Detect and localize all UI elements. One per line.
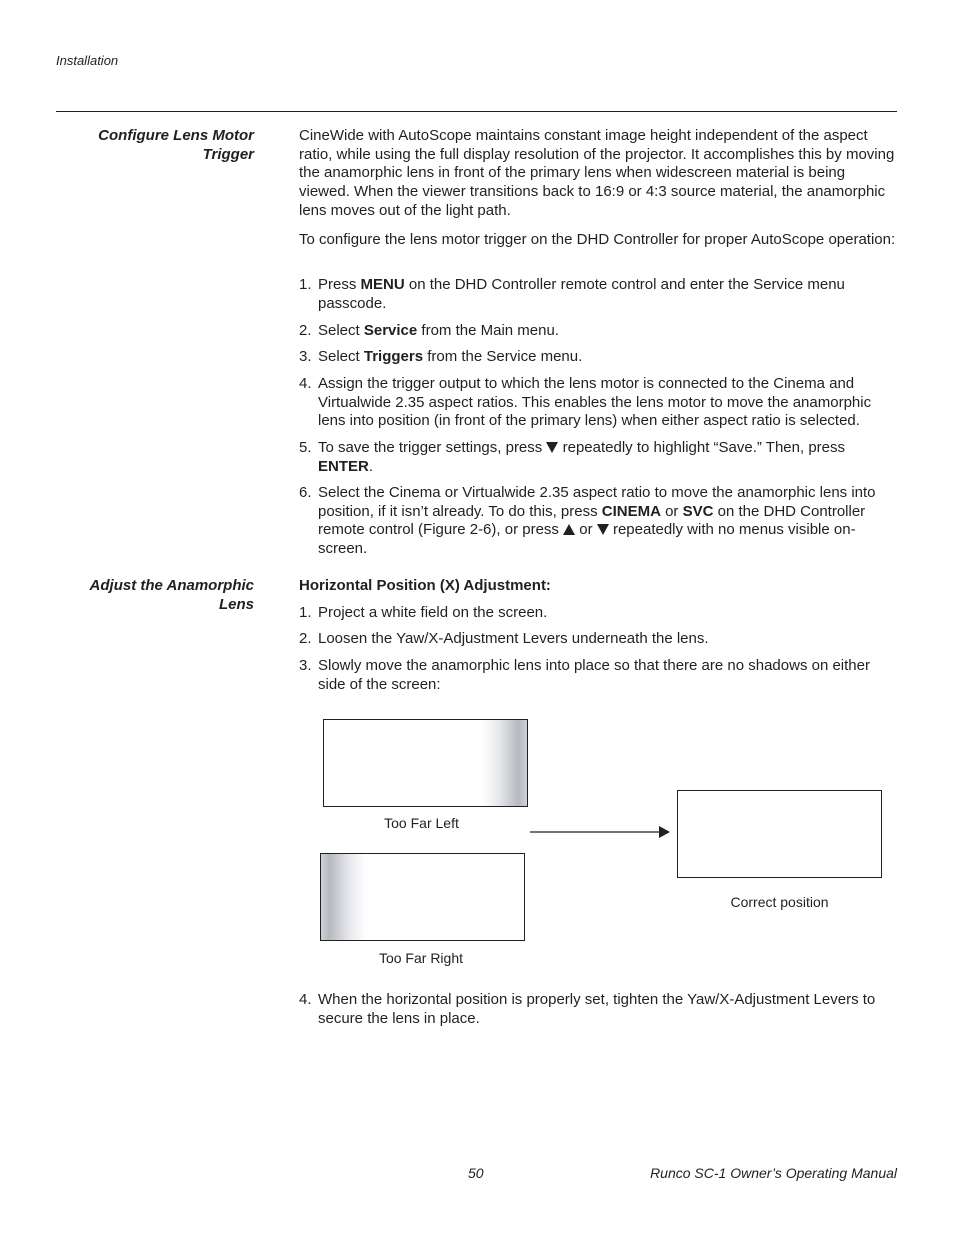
menu-key: MENU	[360, 276, 405, 293]
list-item	[299, 630, 897, 649]
manual-title: Runco SC-1 Owner’s Operating Manual	[650, 1165, 897, 1181]
step-text: Select	[318, 322, 364, 339]
list-item	[299, 657, 897, 694]
step-text: Slowly move the anamorphic lens into place so that there are no shadows on either side of the screen:	[318, 657, 870, 693]
svc-key: SVC	[682, 502, 714, 520]
running-head: Installation	[56, 53, 119, 68]
section-heading-adjust-anamorphic-lens	[56, 576, 254, 614]
caption-too-far-left: Too Far Left	[384, 815, 459, 831]
step-text: from the Service menu.	[423, 348, 583, 365]
list-item	[299, 322, 897, 341]
list-number: 2.	[299, 630, 312, 647]
subheading: Horizontal Position (X) Adjustment:	[299, 577, 551, 594]
step-text: Loosen the Yaw/X-Adjustment Levers underneath the lens.	[318, 630, 709, 647]
list-number: 6.	[299, 484, 312, 501]
heading-line: Lens	[218, 596, 254, 613]
arrow-icon	[528, 823, 673, 841]
page-number: 50	[468, 1165, 484, 1181]
step-text: or	[575, 521, 597, 539]
step-text: When the horizontal position is properly set, tighten the Yaw/X-Adjustment Levers to secure the lens in place.	[318, 991, 876, 1027]
intro-paragraph	[299, 127, 897, 221]
list-item	[299, 991, 897, 1028]
step-text: To save the trigger settings, press	[318, 439, 547, 456]
paragraph: To configure the lens motor trigger on the DHD Controller for proper AutoScope operation:	[299, 231, 896, 248]
heading-line: Configure Lens Motor	[98, 127, 254, 144]
up-arrow-icon	[563, 524, 575, 535]
top-rule	[56, 111, 897, 112]
configure-paragraph	[299, 231, 897, 250]
list-item	[299, 375, 897, 431]
enter-key: ENTER	[318, 457, 369, 475]
list-number: 1.	[299, 604, 312, 621]
step-text: on the DHD Controller remote control (Figure 2-6), or press	[318, 502, 866, 539]
step-text: Press	[318, 276, 361, 293]
list-number: 4.	[299, 375, 312, 392]
heading-line: Trigger	[202, 146, 254, 163]
caption-too-far-right: Too Far Right	[378, 950, 464, 966]
step-text: repeatedly with no menus visible on-screen.	[318, 521, 856, 558]
section-heading-configure-lens-motor-trigger	[56, 126, 254, 164]
heading-line: Adjust the Anamorphic	[89, 577, 254, 594]
screen-too-far-left	[323, 719, 528, 807]
step-text: from the Main menu.	[417, 322, 559, 339]
screen-correct-position	[677, 790, 882, 878]
list-number: 5.	[299, 439, 312, 456]
list-item	[299, 484, 897, 559]
step-text: on the DHD Controller remote control and enter the Service menu passcode.	[318, 276, 845, 312]
step-text: or	[660, 502, 683, 520]
list-number: 2.	[299, 322, 312, 339]
down-arrow-icon	[597, 524, 609, 535]
step-text: .	[368, 457, 374, 475]
down-arrow-icon	[546, 442, 558, 453]
list-number: 3.	[299, 657, 312, 674]
screen-too-far-right	[320, 853, 525, 941]
list-item	[299, 348, 897, 367]
menu-item: Triggers	[363, 348, 424, 365]
step-text: Select the Cinema or Virtualwide 2.35 aspect ratio to move the anamorphic lens into position, if it isn’t already. To do this, press	[318, 484, 876, 520]
step-text: repeatedly to highlight “Save.” Then, press	[558, 439, 846, 456]
list-item	[299, 439, 897, 476]
list-number: 3.	[299, 348, 312, 365]
menu-item: Service	[363, 322, 418, 339]
list-item	[299, 604, 897, 623]
list-item	[299, 276, 897, 313]
step-text: Project a white field on the screen.	[318, 604, 548, 621]
list-number: 1.	[299, 276, 312, 293]
cinema-key: CINEMA	[601, 502, 661, 520]
caption-correct-position: Correct position	[730, 894, 829, 910]
step-text: Assign the trigger output to which the lens motor is connected to the Cinema and Virtualwide 2.35 aspect ratios. This enables the lens motor to move the anamorphic lens into position (in front of the primary lens) when either aspect ratio is selected.	[318, 375, 872, 430]
step-text: Select	[318, 348, 364, 365]
paragraph: CineWide with AutoScope maintains constant image height independent of the aspect ratio, while using the full display resolution of the projector. It accomplishes this by moving the anamorphic lens in front of the primary lens when widescreen material is being viewed. When the viewer transitions back to 16:9 or 4:3 source material, the anamorphic lens moves out of the light path.	[299, 127, 895, 219]
list-number: 4.	[299, 991, 312, 1008]
